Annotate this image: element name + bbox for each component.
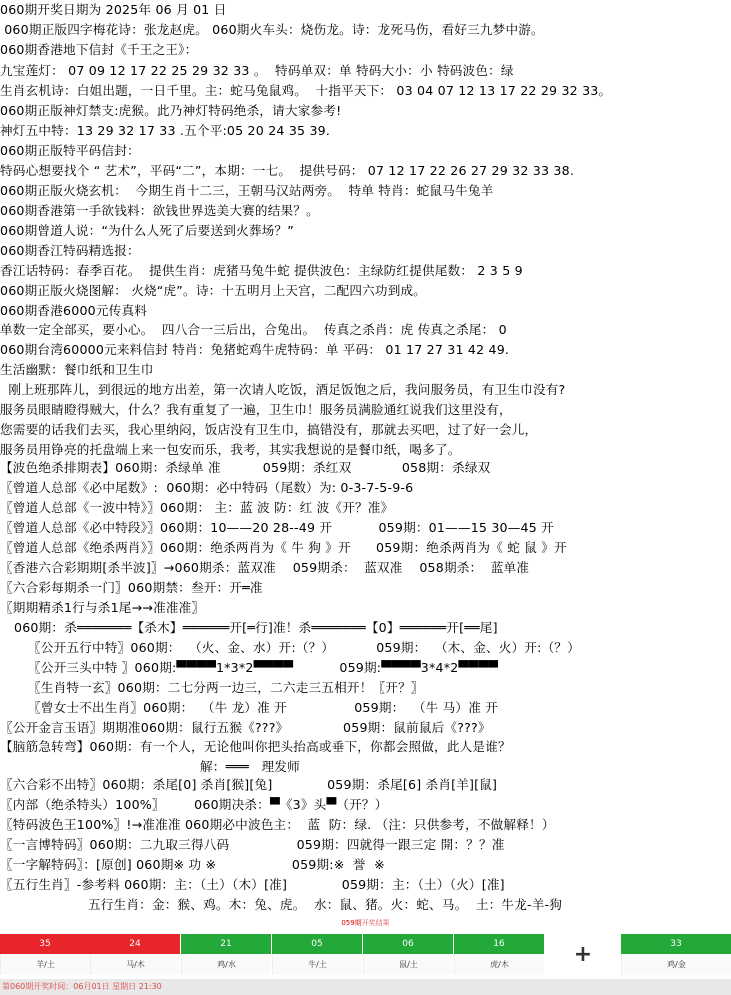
text-line: 060期曾道人说：“为什么人死了后要送到火葬场？” — [0, 223, 294, 238]
results-period: 059期 — [341, 919, 362, 927]
ball-zodiac: 羊/土 — [0, 954, 90, 975]
ball-zodiac: 马/木 — [90, 954, 180, 975]
text-line: 060期台湾60000元来料信封 特肖：兔猪蛇鸡牛虎特码：单 平码： 01 17 27 31 42 49. — [0, 342, 510, 357]
text-line: 〖曾女士不出生肖〗060期： （牛 龙）准 开 059期： （牛 马）准 开 — [28, 700, 498, 715]
text-line: 060期正版神灯禁支:虎猴。此乃神灯特码绝杀，请大家参考! — [0, 103, 342, 118]
ball-zodiac: 牛/土 — [272, 954, 362, 975]
ball-number: 05 — [272, 934, 362, 954]
ball-number: 06 — [363, 934, 453, 954]
text-line: 九宝莲灯： 07 09 12 17 22 25 29 32 33 。 特码单双：单 特码大小：小 特码波色：绿 — [0, 63, 514, 78]
result-ball-6 — [454, 934, 544, 975]
text-line: 〖公开五行中特〗060期： （火、金、水）开:（？） 059期： （木、金、火）开:（？） — [28, 640, 580, 655]
ball-number: 16 — [454, 934, 544, 954]
text-line: 服务员用铮亮的托盘端上来一包安而乐，我考，其实我想说的是餐巾纸，喝多了。 — [0, 442, 461, 457]
ball-number: 24 — [90, 934, 180, 954]
ball-number: 21 — [181, 934, 271, 954]
text-line: 〖公开三头中特 〗060期:▀▀▀▀1*3*2▀▀▀▀ 059期:▀▀▀▀3*4*2▀▀▀▀ — [28, 660, 498, 675]
text-line: 060期正版火烧玄机： 今期生肖十二三，王朝马汉站两旁。 特单 特肖：蛇鼠马牛兔羊 — [0, 183, 494, 198]
result-ball-1 — [0, 934, 90, 975]
text-line: 060期香港地下信封《千王之王》： — [0, 42, 198, 57]
text-line: 五行生肖：金：猴、鸡。木：兔、虎。 水：鼠、猪。火：蛇、马。 土：牛龙-羊-狗 — [88, 897, 563, 912]
text-line: 【脑筋急转弯】060期：有一个人，无论他叫你把头抬高或垂下，你都会照做，此人是谁？ — [0, 739, 511, 754]
text-line: 〖香港六合彩期期[杀半波]〗→060期杀：蓝双准 059期杀： 蓝双准 058期杀： 蓝单准 — [0, 560, 530, 575]
text-line: 〖内部（绝杀特头）100%〗 060期决杀：▀《3》头▀（开？） — [0, 797, 388, 812]
text-line: 060期开奖日期为 2025年 06 月 01 日 — [0, 2, 227, 17]
text-line: 〖曾道人总部《一波中特》〗060期： 主：蓝 波 防：红 波《开？准》 — [0, 500, 394, 515]
text-line: 香江话特码：春季百花。 提供生肖：虎猪马兔牛蛇 提供波色：主绿防红提供尾数： 2 3 5 9 — [0, 263, 523, 278]
text-line: 〖六合彩不出特〗060期：杀尾[0] 杀肖[猴][兔] 059期：杀尾[6] 杀肖[羊][鼠] — [0, 777, 498, 792]
text-line: 神灯五中特：13 29 32 17 33 .五个平:05 20 24 35 39. — [0, 123, 331, 138]
special-ball — [621, 934, 731, 975]
draw-time-text: 第060期开奖时间：06月01日 星期日 21:30 — [2, 982, 162, 991]
next-draw-time — [0, 979, 731, 995]
text-line: 060期正版四字梅花诗：张龙赵虎。 060期火车头：烧伤龙。诗：龙死马伤，看好三九梦中游。 — [0, 22, 544, 37]
text-line: 解：═══ 理发师 — [200, 759, 300, 774]
results-label: 开奖结果 — [361, 919, 390, 927]
text-line: 刚上班那阵儿，到很远的地方出差，第一次请人吃饭，酒足饭饱之后，我问服务员，有卫生巾没有? — [0, 382, 566, 397]
text-line: 〖一字解特码〗：[原创] 060期※ 功 ※ 059期:※ 誉 ※ — [0, 857, 385, 872]
text-line: 〖一言博特码〗060期：二九取三得八码 059期：四就得一跟三定 開：？？准 — [0, 837, 505, 852]
result-ball-3 — [181, 934, 271, 975]
text-line: 〖特码波色王100%〗!→准准准 060期必中波色主： 蓝 防：绿. （注：只供参考，不做解释！） — [0, 817, 555, 832]
text-line: 〖公开金言玉语〗期期准060期：鼠行五猴《???》 059期：鼠前鼠后《???》 — [0, 720, 491, 735]
text-line: 060期：杀═══════【杀木】══════开[═行]准！杀═══════【0】══════开[══尾] — [14, 620, 498, 635]
text-line: 生活幽默：餐巾纸和卫生巾 — [0, 362, 154, 377]
text-line: 〖曾道人总部《绝杀两肖》〗060期：绝杀两肖为《 牛 狗 》开 059期：绝杀两肖为《 蛇 鼠 》开 — [0, 540, 567, 555]
ball-number: 35 — [0, 934, 90, 954]
text-line: 060期正版特平码信封： — [0, 143, 140, 158]
result-ball-2 — [90, 934, 180, 975]
text-line: 您需要的话我们去买，我心里纳闷，饭店没有卫生巾，搞错没有，那就去买吧，过了好一会儿， — [0, 422, 538, 437]
text-line: 单数一定全部买，要小心。 四八合一三后出，合兔出。 传真之杀肖：虎 传真之杀尾： 0 — [0, 322, 507, 337]
ball-zodiac: 鼠/土 — [363, 954, 453, 975]
text-line: 〖曾道人总部《必中尾数》: 060期：必中特码（尾数）为: 0-3-7-5-9-6 — [0, 480, 414, 495]
result-ball-4 — [272, 934, 362, 975]
text-line: 〖曾道人总部《必中特段》〗060期：10——20 28--49 开 059期：01——15 30—45 开 — [0, 520, 554, 535]
ball-zodiac: 鸡/金 — [621, 954, 731, 975]
plus-icon: + — [573, 942, 593, 967]
text-line: 060期正版火烧图解： 火烧“虎”。诗：十五明月上天宫，二配四六功到成。 — [0, 283, 427, 298]
text-line: 060期香港第一手欲钱料：欲钱世界选美大赛的结果？。 — [0, 203, 319, 218]
text-line: 特码心想要找个 “ 艺术”，平码“二”，本期：一七。 提供号码： 07 12 17 22 26 27 29 32 33 38. — [0, 163, 575, 178]
text-line: 〖六合彩每期杀一门〗060期禁：叁开：开═准 — [0, 580, 263, 595]
results-caption — [0, 916, 731, 930]
text-line: 060期香江特码精选报： — [0, 243, 140, 258]
ball-zodiac: 鸡/水 — [181, 954, 271, 975]
text-line: 生肖玄机诗：白姐出题，一日千里。主：蛇马兔鼠鸡。 十指平天下： 03 04 07 12 13 17 22 29 32 33。 — [0, 83, 612, 98]
text-line: 060期香港6000元传真料 — [0, 303, 148, 318]
ball-number: 33 — [621, 934, 731, 954]
text-line: 服务员眼睛瞪得贼大，什么？我有重复了一遍，卫生巾！服务员满脸通红说我们这里没有， — [0, 402, 512, 417]
text-line: 【波色绝杀排期表】060期：杀绿单 准 059期：杀红双 058期：杀绿双 — [0, 460, 491, 475]
text-line: 〖生肖特一玄〗060期：二七分两一边三，二六走三五相开！〖开？〗 — [28, 680, 424, 695]
result-ball-5 — [363, 934, 453, 975]
text-line: 〖五行生肖〗-参考料 060期：主：（土）（木）[准] 059期：主：（土）（火）[准] — [0, 877, 505, 892]
ball-zodiac: 虎/木 — [454, 954, 544, 975]
text-line: 〖期期精杀1行与杀1尾→→准准准〗 — [0, 600, 205, 615]
